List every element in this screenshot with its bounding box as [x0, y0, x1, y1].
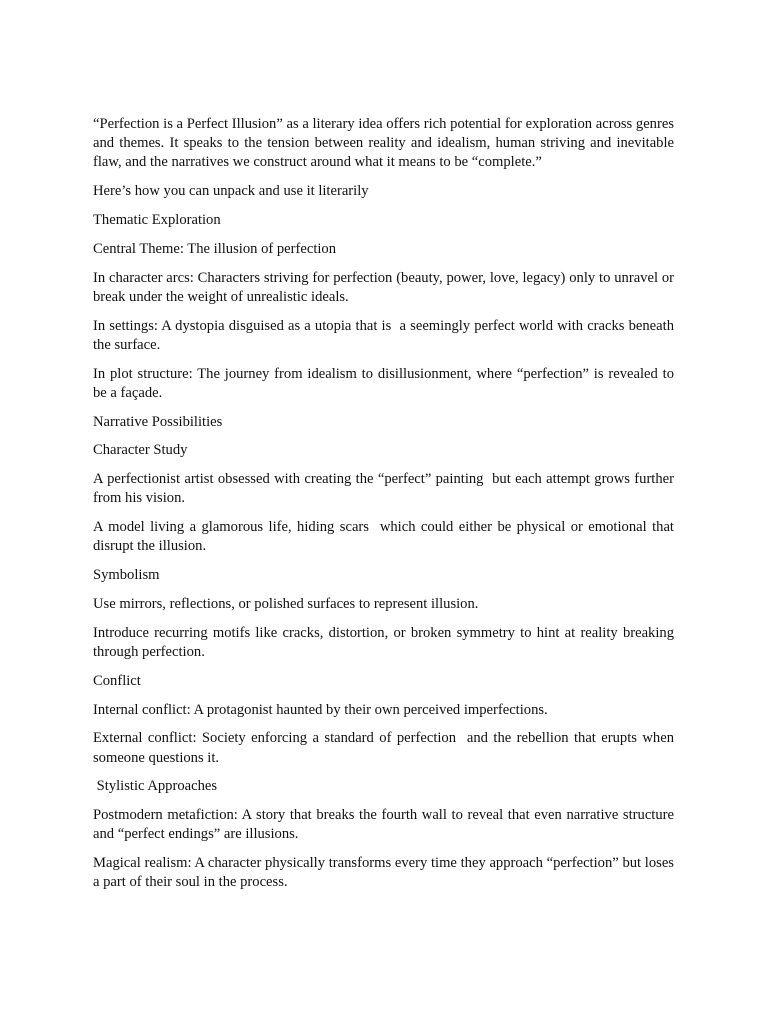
mirrors-line: Use mirrors, reflections, or polished surfaces to represent illusion.: [93, 595, 479, 612]
settings-paragraph: In settings: A dystopia disguised as a utopia that is a seemingly perfect world with cracks beneath the surface.: [93, 317, 678, 353]
artist-paragraph: A perfectionist artist obsessed with creating the “perfect” painting but each attempt grows further from his vision.: [93, 471, 678, 507]
plot-structure-paragraph: In plot structure: The journey from idealism to disillusionment, where “perfection” is revealed to be a façade.: [93, 365, 678, 401]
document-page: [93, 115, 678, 902]
section-heading-narrative-possibilities: Narrative Possibilities: [93, 413, 223, 430]
metafiction-paragraph: Postmodern metafiction: A story that breaks the fourth wall to reveal that even narrative structure and “perfect endings” are illusions.: [93, 807, 678, 843]
subheading-conflict: Conflict: [93, 672, 141, 689]
magical-realism-paragraph: Magical realism: A character physically transforms every time they approach “perfection” but loses a part of their soul in the process.: [93, 855, 678, 891]
external-conflict-paragraph: External conflict: Society enforcing a standard of perfection and the rebellion that erupts when someone questions it.: [93, 730, 678, 766]
subheading-symbolism: Symbolism: [93, 567, 160, 584]
motifs-paragraph: Introduce recurring motifs like cracks, distortion, or broken symmetry to hint at reality breaking through perfection.: [93, 624, 678, 660]
section-heading-stylistic-approaches: Stylistic Approaches: [93, 778, 218, 795]
subheading-character-study: Character Study: [93, 442, 188, 459]
character-arcs-paragraph: In character arcs: Characters striving for perfection (beauty, power, love, legacy) only to unravel or break under the weight of unrealistic ideals.: [93, 269, 678, 305]
central-theme-line: Central Theme: The illusion of perfection: [93, 240, 337, 257]
model-paragraph: A model living a glamorous life, hiding scars which could either be physical or emotional that disrupt the illusion.: [93, 519, 678, 555]
internal-conflict-line: Internal conflict: A protagonist haunted by their own perceived imperfections.: [93, 701, 548, 718]
section-heading-thematic-exploration: Thematic Exploration: [93, 212, 221, 228]
unpack-intro-line: Here’s how you can unpack and use it literarily: [93, 183, 369, 200]
intro-paragraph: “Perfection is a Perfect Illusion” as a literary idea offers rich potential for exploration across genres and themes. It speaks to the tension between reality and idealism, human striving and inevitable flaw, and the narratives we construct around what it means to be “complete.”: [93, 116, 678, 171]
